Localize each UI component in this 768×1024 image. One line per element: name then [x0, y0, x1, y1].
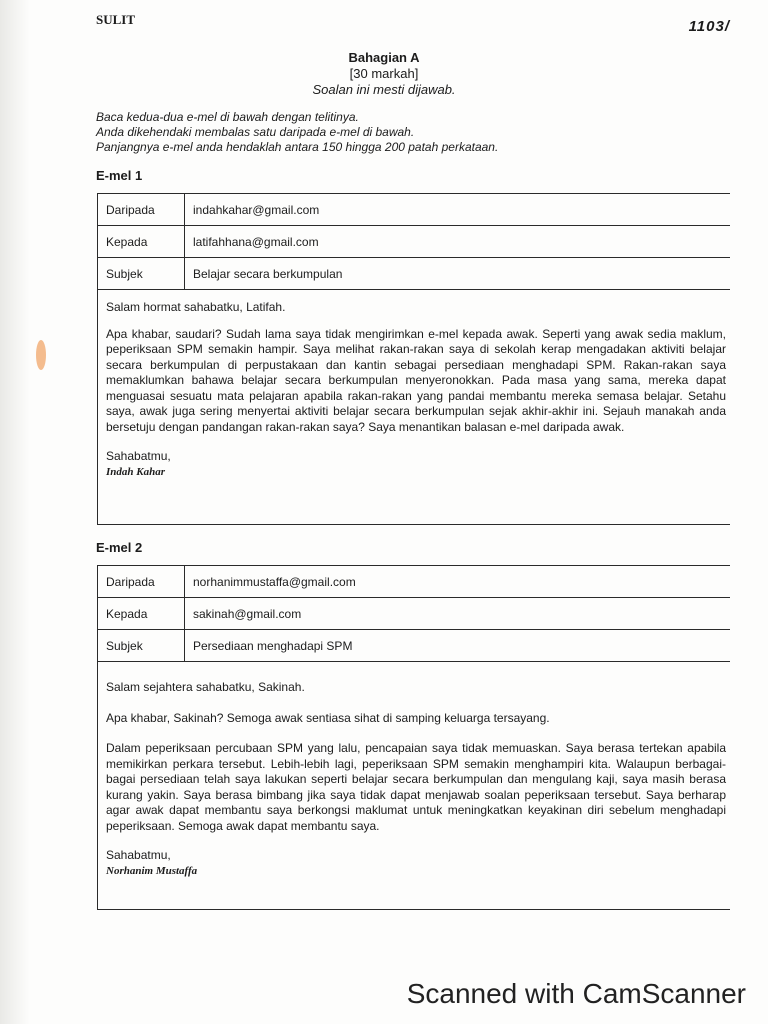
email1-from-key: Daripada — [98, 194, 185, 225]
email2-signature: Norhanim Mustaffa — [106, 864, 198, 877]
email1-subject-key: Subjek — [98, 258, 185, 289]
email2-body — [98, 662, 730, 887]
email1-closing: Sahabatmu, — [106, 449, 171, 463]
email1-to-key: Kepada — [98, 226, 185, 257]
instruction-1: Baca kedua-dua e-mel di bawah dengan telitinya. — [96, 110, 359, 124]
email1-greeting: Salam hormat sahabatku, Latifah. — [106, 300, 286, 314]
email1-paragraph: Apa khabar, saudari? Sudah lama saya tidak mengirimkan e-mel kepada awak. Seperti yang awak sedia maklum, peperiksaan SPM semakin hampir. Saya melihat rakan-rakan saya di sekolah kerap mengadakan aktiviti belajar secara berkumpulan di perpustakaan dan kantin sebagai persediaan menghadapi SPM. Rakan-rakan saya memaklumkan bahawa belajar secara berkumpulan menyeronokkan. Pada masa yang sama, mereka dapat menguasai sesuatu mata pelajaran apabila rakan-rakan yang pandai membantu mereka semasa belajar. Setahu saya, awak juga sering menyertai aktiviti belajar secara berkumpulan sejak akhir-akhir ini. Sejauh manakah anda bersetuju dengan pandangan rakan-rakan saya? Saya menantikan balasan e-mel daripada awak. — [106, 326, 726, 434]
email2-to-value: sakinah@gmail.com — [193, 606, 302, 621]
email1-box — [97, 193, 730, 525]
section-marks: [30 markah] — [349, 66, 419, 81]
email2-para1: Apa khabar, Sakinah? Semoga awak sentiasa sihat di samping keluarga tersayang. — [106, 710, 550, 725]
email2-greeting: Salam sejahtera sahabatku, Sakinah. — [106, 680, 305, 694]
email1-subject-row — [98, 258, 730, 290]
email2-para2: Dalam peperiksaan percubaan SPM yang lalu, pencapaian saya tidak memuaskan. Saya berasa tertekan apabila memikirkan perkara tersebut. Lebih-lebih lagi, peperiksaan SPM semakin menghampiri kita. Walaupun berbagai-bagai persediaan telah saya lakukan seperti belajar secara berkumpulan dan mengulang kaji, saya masih berasa kurang yakin. Saya berasa bimbang jika saya tidak dapat menjawab soalan peperiksaan tersebut. Saya berharap agar awak dapat membantu saya berkongsi maklumat untuk meningkatkan keyakinan diri sebelum menghadapi peperiksaan. Semoga awak dapat membantu saya. — [106, 741, 726, 833]
email1-to-value: latifahhana@gmail.com — [193, 234, 319, 249]
email1-body — [98, 290, 730, 488]
email2-subject-value: Persediaan menghadapi SPM — [193, 638, 353, 653]
email1-label: E-mel 1 — [96, 168, 143, 183]
camscanner-footer: Scanned with CamScanner — [406, 978, 746, 1009]
email2-box — [97, 565, 730, 910]
email2-to-key: Kepada — [98, 598, 185, 629]
email2-from-value: norhanimmustaffa@gmail.com — [193, 574, 356, 589]
email1-subject-value: Belajar secara berkumpulan — [193, 266, 343, 281]
email2-closing: Sahabatmu, — [106, 848, 171, 862]
email2-from-key: Daripada — [98, 566, 185, 597]
email1-from-row — [98, 194, 730, 226]
email2-label: E-mel 2 — [96, 540, 143, 555]
email1-from-value: indahkahar@gmail.com — [193, 202, 320, 217]
email2-subject-key: Subjek — [98, 630, 185, 661]
section-note: Soalan ini mesti dijawab. — [312, 82, 456, 97]
paper-code: 1103/ — [688, 18, 730, 35]
scan-edge-shadow — [0, 0, 30, 1024]
email1-signature: Indah Kahar — [106, 465, 166, 478]
sulit-label: SULIT — [96, 12, 136, 27]
email2-from-row — [98, 566, 730, 598]
email1-to-row — [98, 226, 730, 258]
email2-subject-row — [98, 630, 730, 662]
email2-to-row — [98, 598, 730, 630]
instruction-3: Panjangnya e-mel anda hendaklah antara 150 hingga 200 patah perkataan. — [96, 140, 499, 154]
instruction-2: Anda dikehendaki membalas satu daripada e-mel di bawah. — [96, 125, 415, 139]
section-title: Bahagian A — [348, 50, 420, 65]
scan-smudge — [36, 340, 46, 370]
